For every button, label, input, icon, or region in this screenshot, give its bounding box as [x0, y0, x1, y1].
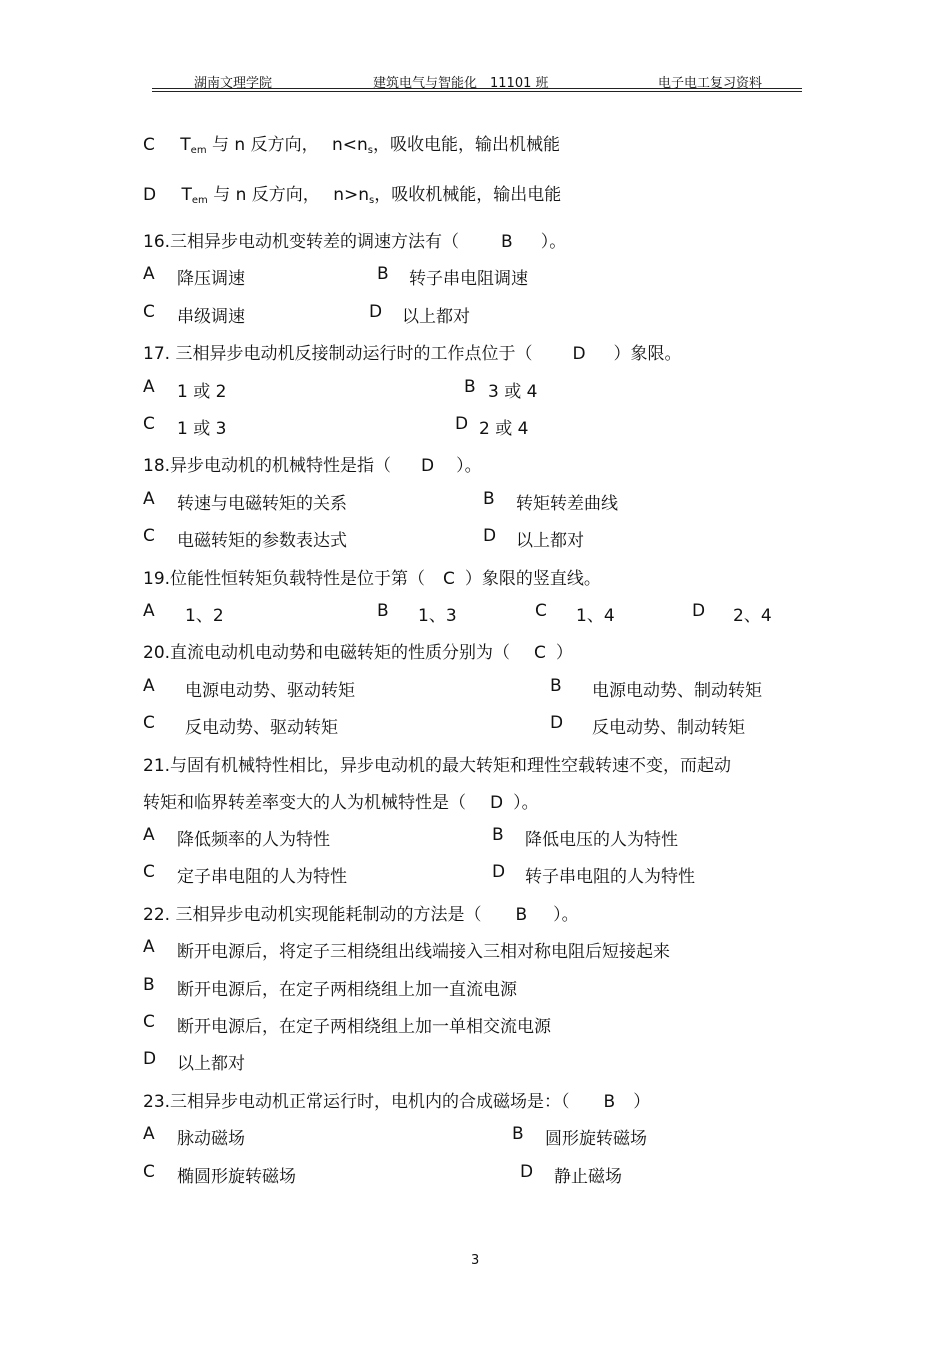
- q17-option-c-text: 1 或 3: [177, 419, 227, 439]
- header-class: 建筑电气与智能化 11101 班: [373, 76, 549, 91]
- q21-stem-line1: 21.与固有机械特性相比，异步电动机的最大转矩和理性空载转速不变，而起动: [143, 756, 732, 776]
- q19-stem: [143, 564, 601, 589]
- torque-subscript: em: [190, 145, 207, 156]
- answer: C: [443, 569, 455, 589]
- q16-option-b-text: 转子串电阻调速: [409, 269, 528, 289]
- question-tail: ）: [555, 643, 573, 663]
- q22-option-a-text: 断开电源后，将定子三相绕组出线端接入三相对称电阻后短接起来: [177, 942, 670, 962]
- q19-option-c: C: [535, 601, 547, 621]
- q21-option-b: B: [492, 825, 504, 845]
- q17-option-b: B: [464, 377, 476, 397]
- q21-option-d-text: 转子串电阻的人为特性: [525, 867, 695, 887]
- answer: B: [515, 905, 528, 925]
- q21-option-b-text: 降低电压的人为特性: [525, 830, 678, 850]
- question-tail: ）象限。: [613, 344, 682, 364]
- torque-symbol: T: [181, 185, 192, 205]
- question-tail: ）。: [513, 793, 539, 813]
- q22-stem: [143, 900, 579, 925]
- answer: B: [501, 232, 513, 252]
- q23-option-d-text: 静止磁场: [554, 1167, 622, 1187]
- question-text: 转矩和临界转差率变大的人为机械特性是（: [143, 793, 466, 813]
- q19-option-d-text: 2、4: [733, 606, 772, 626]
- q19-option-d: D: [692, 601, 706, 621]
- header-school: 湖南文理学院: [194, 76, 273, 91]
- question-tail: ）。: [540, 232, 567, 252]
- q17-option-c: C: [143, 414, 155, 434]
- q19-option-a-text: 1、2: [185, 606, 224, 626]
- header-rule-bottom: [152, 91, 802, 92]
- answer: D: [572, 344, 586, 364]
- q21-option-c: C: [143, 862, 155, 882]
- option-text-tail: ，吸收机械能，输出电能: [374, 185, 562, 205]
- q17-option-d: D: [455, 414, 469, 434]
- q20-option-c-text: 反电动势、驱动转矩: [185, 718, 338, 738]
- question-text: 17. 三相异步电动机反接制动运行时的工作点位于（: [143, 344, 533, 364]
- q16-option-d-text: 以上都对: [402, 307, 470, 327]
- q16-option-a-text: 降压调速: [177, 269, 245, 289]
- q23-option-c-text: 椭圆形旋转磁场: [177, 1167, 296, 1187]
- q16-option-c-text: 串级调速: [177, 307, 245, 327]
- option-text-tail: ，吸收电能，输出机械能: [373, 135, 560, 155]
- q18-option-b-text: 转矩转差曲线: [516, 494, 618, 514]
- q18-stem: [143, 451, 482, 476]
- q23-option-b: B: [512, 1124, 524, 1144]
- q19-option-b-text: 1、3: [418, 606, 457, 626]
- q20-option-a: A: [143, 676, 155, 696]
- q22-option-c-text: 断开电源后，在定子两相绕组上加一单相交流电源: [177, 1017, 551, 1037]
- speed-condition: n>n: [333, 185, 369, 205]
- q16-option-d: [369, 302, 382, 322]
- q16-option-a: [143, 264, 155, 284]
- question-text: 22. 三相异步电动机实现能耗制动的方法是（: [143, 905, 482, 925]
- torque-symbol: T: [180, 135, 191, 155]
- question-text: 16.三相异步电动机变转差的调速方法有（: [143, 232, 460, 252]
- q21-option-d: D: [492, 862, 506, 882]
- q23-stem: [143, 1087, 650, 1112]
- q19-option-b: B: [377, 601, 389, 621]
- q20-option-b-text: 电源电动势、制动转矩: [592, 681, 762, 701]
- answer: C: [534, 643, 546, 663]
- q15-option-c: [143, 130, 560, 156]
- option-text: 与 n 反方向，: [213, 185, 320, 205]
- question-text: 20.直流电动机电动势和电磁转矩的性质分别为（: [143, 643, 511, 663]
- q22-option-c: C: [143, 1012, 155, 1032]
- answer: D: [490, 793, 504, 813]
- question-text: 23.三相异步电动机正常运行时，电机内的合成磁场是：（: [143, 1092, 570, 1112]
- answer: D: [421, 456, 435, 476]
- q17-stem: [143, 339, 682, 364]
- q23-option-c: C: [143, 1162, 155, 1182]
- q21-stem-line2: [143, 788, 539, 813]
- q21-option-a-text: 降低频率的人为特性: [177, 830, 330, 850]
- option-letter: C: [143, 302, 155, 322]
- q19-option-a: A: [143, 601, 155, 621]
- question-text: 19.位能性恒转矩负载特性是位于第（: [143, 569, 426, 589]
- q20-option-c: C: [143, 713, 155, 733]
- speed-subscript: s: [367, 145, 373, 156]
- q18-option-b: B: [483, 489, 495, 509]
- q21-option-c-text: 定子串电阻的人为特性: [177, 867, 347, 887]
- q20-stem: [143, 638, 573, 663]
- q22-option-a: A: [143, 937, 155, 957]
- option-letter: D: [369, 302, 383, 322]
- q16-option-b: [377, 264, 389, 284]
- q20-option-d: D: [550, 713, 564, 733]
- q16-option-c: [143, 302, 155, 322]
- q15-option-d: [143, 180, 561, 206]
- page-number: 3: [471, 1253, 480, 1268]
- question-tail: ）象限的竖直线。: [464, 569, 601, 589]
- q20-option-d-text: 反电动势、制动转矩: [592, 718, 745, 738]
- q20-option-b: B: [550, 676, 562, 696]
- header-rule-top: [152, 88, 802, 89]
- q19-option-c-text: 1、4: [576, 606, 615, 626]
- q23-option-d: D: [520, 1162, 534, 1182]
- q22-option-d: D: [143, 1049, 157, 1069]
- header-subject: 电子电工复习资料: [658, 76, 763, 91]
- q17-option-a-text: 1 或 2: [177, 382, 227, 402]
- q18-option-d: D: [483, 526, 497, 546]
- q22-option-b-text: 断开电源后，在定子两相绕组上加一直流电源: [177, 980, 517, 1000]
- q23-option-a-text: 脉动磁场: [177, 1129, 245, 1149]
- q17-option-b-text: 3 或 4: [488, 382, 538, 402]
- option-letter: A: [143, 264, 155, 284]
- answer: B: [603, 1092, 616, 1112]
- option-text: 与 n 反方向，: [211, 135, 319, 155]
- q17-option-d-text: 2 或 4: [479, 419, 529, 439]
- q18-option-a-text: 转速与电磁转矩的关系: [177, 494, 347, 514]
- question-tail: ）: [633, 1092, 651, 1112]
- q17-option-a: A: [143, 377, 155, 397]
- speed-subscript: s: [369, 195, 375, 206]
- q18-option-a: A: [143, 489, 155, 509]
- q22-option-b: B: [143, 975, 155, 995]
- q18-option-c-text: 电磁转矩的参数表达式: [177, 531, 347, 551]
- q18-option-d-text: 以上都对: [516, 531, 584, 551]
- question-tail: ）。: [553, 905, 579, 925]
- q22-option-d-text: 以上都对: [177, 1054, 245, 1074]
- option-letter: D: [143, 185, 157, 205]
- q20-option-a-text: 电源电动势、驱动转矩: [185, 681, 355, 701]
- option-letter: C: [143, 135, 155, 155]
- option-letter: B: [377, 264, 389, 284]
- torque-subscript: em: [191, 195, 208, 206]
- question-text: 18.异步电动机的机械特性是指（: [143, 456, 392, 476]
- q16-stem: [143, 227, 566, 252]
- q18-option-c: C: [143, 526, 155, 546]
- q23-option-a: A: [143, 1124, 155, 1144]
- speed-condition: n<n: [331, 135, 368, 155]
- question-tail: ）。: [456, 456, 482, 476]
- q21-option-a: A: [143, 825, 155, 845]
- q23-option-b-text: 圆形旋转磁场: [545, 1129, 647, 1149]
